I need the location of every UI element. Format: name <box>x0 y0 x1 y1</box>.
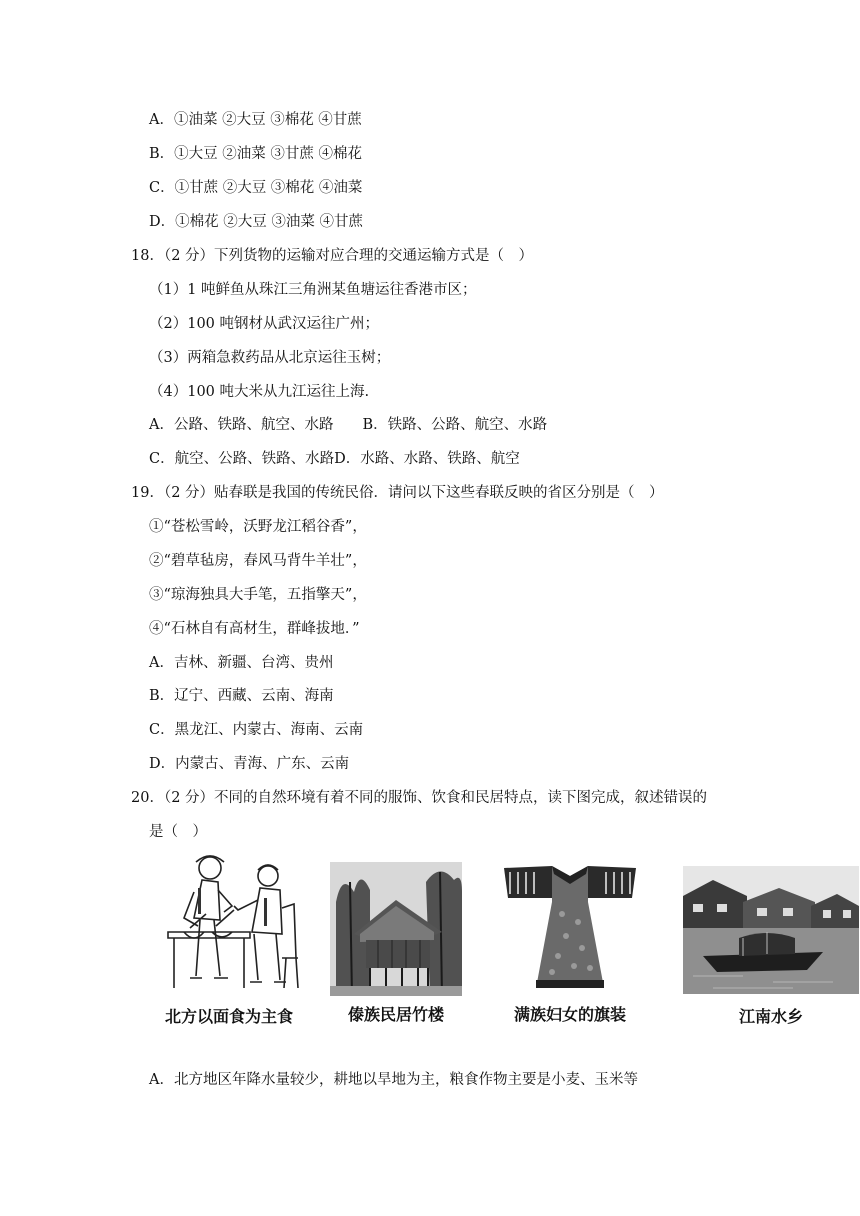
q19-option-a: A．吉林、新疆、台湾、贵州 <box>149 655 334 671</box>
q20-stem-line2: 是（ ） <box>149 824 207 840</box>
q17-option-a: A．①油菜 ②大豆 ③棉花 ④甘蔗 <box>149 112 362 128</box>
q19-item-3: ③“琼海独具大手笔，五指擎天”， <box>149 587 367 603</box>
figure-northern-food-image <box>154 848 304 998</box>
q19-item-4: ④“石林自有高材生，群峰拔地．” <box>149 621 360 637</box>
q20-stem-line1: 20．（2 分）不同的自然环境有着不同的服饰、饮食和民居特点，读下图完成，叙述错误的 <box>131 790 708 806</box>
q20-option-a: A．北方地区年降水量较少，耕地以旱地为主，粮食作物主要是小麦、玉米等 <box>149 1072 638 1088</box>
figure-jiangnan-image <box>683 866 859 994</box>
q17-option-b: B．①大豆 ②油菜 ③甘蔗 ④棉花 <box>149 146 362 162</box>
figure-dai-house <box>326 862 466 1025</box>
q17-option-c: C．①甘蔗 ②大豆 ③棉花 ④油菜 <box>149 180 363 196</box>
q19-item-2: ②“碧草毡房，春风马背牛羊壮”， <box>149 553 367 569</box>
q19-option-c: C．黑龙江、内蒙古、海南、云南 <box>149 722 364 738</box>
figure-jiangnan <box>682 866 860 1027</box>
q17-option-d: D．①棉花 ②大豆 ③油菜 ④甘蔗 <box>149 214 363 230</box>
q18-item-2: （2）100 吨钢材从武汉运往广州； <box>149 316 380 332</box>
q18-item-1: （1）1 吨鲜鱼从珠江三角洲某鱼塘运往香港市区； <box>149 282 477 298</box>
q18-options-cd: C．航空、公路、铁路、水路D．水路、水路、铁路、航空 <box>149 451 520 467</box>
q19-stem: 19．（2 分）贴春联是我国的传统民俗．请问以下这些春联反映的省区分别是（ ） <box>131 485 664 501</box>
q18-stem: 18．（2 分）下列货物的运输对应合理的交通运输方式是（ ） <box>131 248 534 264</box>
figure-dai-house-caption: 傣族民居竹楼 <box>347 1005 444 1024</box>
figure-northern-food <box>146 848 312 1027</box>
figure-northern-food-caption: 北方以面食为主食 <box>164 1007 293 1026</box>
q18-options-ab: A．公路、铁路、航空、水路 B．铁路、公路、航空、水路 <box>149 417 548 433</box>
figure-jiangnan-caption: 江南水乡 <box>738 1007 803 1026</box>
figure-manchu-dress-image <box>496 862 644 996</box>
figure-manchu-dress-caption: 满族妇女的旗装 <box>513 1005 626 1024</box>
q18-item-4: （4）100 吨大米从九江运往上海. <box>149 384 370 400</box>
q18-item-3: （3）两箱急救药品从北京运往玉树； <box>149 350 391 366</box>
figure-dai-house-image <box>330 862 462 996</box>
figure-manchu-dress <box>490 862 650 1025</box>
q19-option-b: B．辽宁、西藏、云南、海南 <box>149 688 334 704</box>
q19-option-d: D．内蒙古、青海、广东、云南 <box>149 756 350 772</box>
q19-item-1: ①“苍松雪岭，沃野龙江稻谷香”， <box>149 519 367 535</box>
